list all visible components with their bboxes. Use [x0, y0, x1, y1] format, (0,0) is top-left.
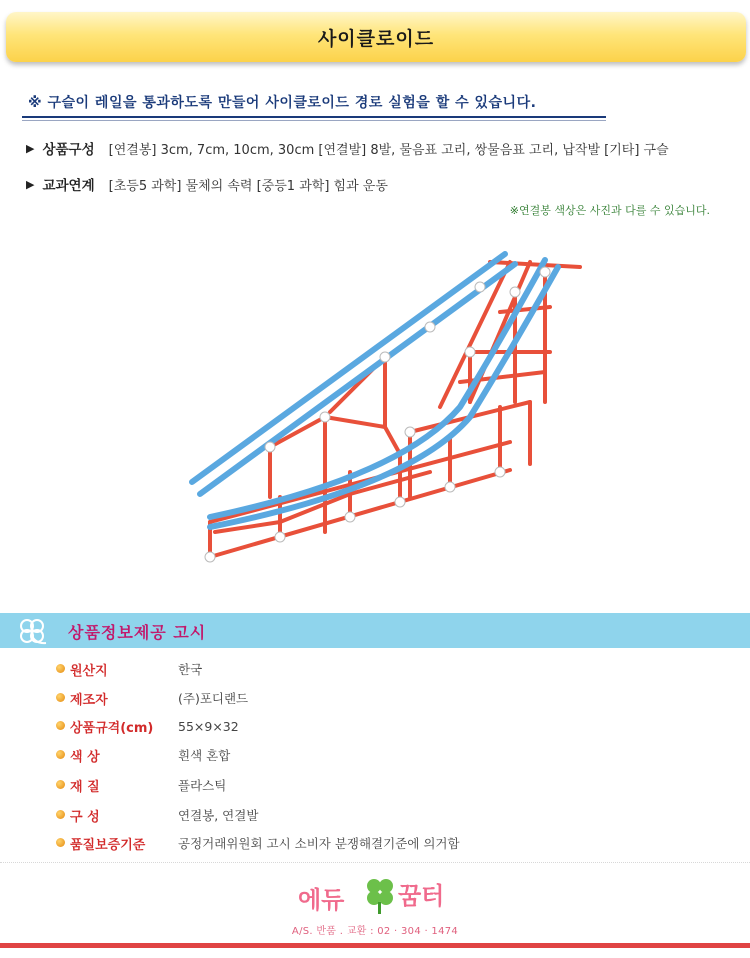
logo-text-left: 에듀 — [298, 886, 345, 914]
spec-text: [연결봉] 3cm, 7cm, 10cm, 30cm [연결발] 8발, 물음표 고리, 쌍물음표 고리, 납작발 [기타] 구슬 — [108, 142, 669, 158]
info-title: 상품정보제공 고시 — [68, 623, 207, 642]
info-value: 55×9×32 — [178, 718, 239, 734]
brand-logo — [292, 868, 472, 924]
info-value: (주)포디랜드 — [178, 691, 249, 706]
info-value: 플라스틱 — [178, 778, 227, 793]
spec-composition — [26, 138, 669, 158]
bullet-icon — [56, 664, 65, 673]
as-contact: A/S. 반품 . 교환 : 02 · 304 · 1474 — [291, 926, 459, 937]
info-row — [0, 685, 750, 711]
info-row — [0, 772, 750, 798]
info-value: 공정거래위원회 고시 소비자 분쟁해결기준에 의거함 — [178, 836, 460, 851]
triangle-bullet-icon: ▶ — [26, 141, 35, 155]
bottom-bar — [0, 943, 750, 948]
spec-text: [초등5 과학] 물체의 속력 [중등1 과학] 힘과 운동 — [108, 178, 388, 194]
info-key: 품질보증기준 — [70, 837, 146, 853]
color-note: ※연결봉 색상은 사진과 다를 수 있습니다. — [509, 204, 710, 217]
footer-divider — [0, 862, 750, 863]
info-key: 색 상 — [70, 749, 100, 765]
info-key: 재 질 — [70, 779, 100, 795]
spec-label: 교과연계 — [42, 178, 95, 194]
triangle-bullet-icon: ▶ — [26, 177, 35, 191]
bullet-icon — [56, 721, 65, 730]
logo-text-right: 꿈터 — [398, 882, 445, 910]
info-row — [0, 802, 750, 828]
title-bar — [6, 12, 746, 62]
bullet-icon — [56, 693, 65, 702]
headline-underline — [22, 116, 606, 118]
spec-label: 상품구성 — [42, 142, 95, 158]
info-row — [0, 713, 750, 739]
product-photo — [170, 232, 610, 577]
info-value: 한국 — [178, 662, 203, 677]
info-key: 구 성 — [70, 809, 100, 825]
info-row — [0, 830, 750, 856]
info-key: 제조자 — [70, 692, 108, 708]
page-title: 사이클로이드 — [317, 27, 435, 50]
info-row — [0, 742, 750, 768]
info-row — [0, 656, 750, 682]
spec-curriculum — [26, 174, 388, 194]
info-value: 연결봉, 연결발 — [178, 808, 259, 823]
bullet-icon — [56, 838, 65, 847]
product-headline: ※ 구슬이 레일을 통과하도록 만들어 사이클로이드 경로 실험을 할 수 있습니다. — [28, 95, 537, 111]
clover-icon — [367, 879, 393, 914]
bullet-icon — [56, 810, 65, 819]
clover-icon — [12, 616, 58, 646]
bullet-icon — [56, 750, 65, 759]
bullet-icon — [56, 780, 65, 789]
info-key: 원산지 — [70, 663, 108, 679]
info-value: 흰색 혼합 — [178, 748, 231, 763]
info-key: 상품규격(cm) — [70, 720, 154, 736]
product-info-header — [0, 613, 750, 648]
headline-underline-thin — [22, 120, 606, 121]
